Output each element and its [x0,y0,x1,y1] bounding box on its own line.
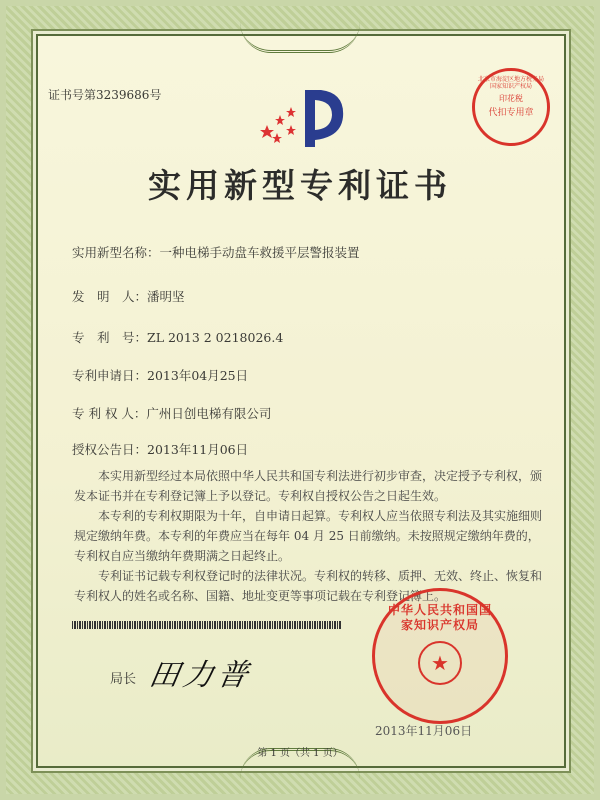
field-label: 发 明 人： [72,289,148,304]
field-label: 授权公告日： [72,442,148,457]
certificate-body [74,466,546,606]
seal-date: 2013年11月06日 [375,724,473,738]
office-seal [372,588,508,724]
paragraph-3: 专利证书记载专利权登记时的法律状况。专利权的转移、质押、无效、终止、恢复和专利权人的姓名或名称、国籍、地址变更等事项记载在专利登记簿上。 [74,569,543,603]
field-name [72,243,360,261]
field-inventor [72,287,185,305]
patent-office-logo [255,85,365,155]
top-ornament [240,22,360,53]
page-footer: 第 1 页（共 1 页） [257,748,343,759]
tax-stamp-line1: 印花税 [499,94,523,103]
certificate-number: 证书号第3239686号 [48,88,162,102]
field-patent-no [72,328,283,346]
field-patentee [72,404,271,422]
office-seal-ring-text: 中华人民共和国国家知识产权局 [387,603,492,632]
field-value: 广州日创电梯有限公司 [146,406,272,421]
field-grant-date [72,440,248,458]
field-label: 实用新型名称： [72,245,160,260]
director-signature: 田力普 [146,658,255,693]
national-emblem-icon: ★ [418,641,462,685]
field-label: 专利申请日： [72,368,148,383]
certificate-title: 实用新型专利证书 [148,166,452,205]
field-value: 潘明坚 [147,289,185,304]
tax-stamp-line2: 代扣专用章 [488,108,534,118]
tax-stamp [472,68,550,146]
director-label: 局长 [110,672,137,687]
field-value: 2013年11月06日 [147,442,249,457]
field-filing-date [72,366,248,384]
field-value: ZL 2013 2 0218026.4 [147,330,284,345]
paragraph-1: 本实用新型经过本局依照中华人民共和国专利法进行初步审查，决定授予专利权，颁发本证书并在专利登记簿上予以登记。专利权自授权公告之日起生效。 [74,469,543,503]
paragraph-2: 本专利的专利权期限为十年，自申请日起算。专利权人应当依照专利法及其实施细则规定缴纳年费。本专利的年费应当在每年 04 月 25 日前缴纳。未按照规定缴纳年费的，专利权自应当缴纳年费期满之日起终止。 [74,509,543,563]
barcode [72,621,342,629]
field-label: 专 利 号： [72,330,148,345]
field-value: 一种电梯手动盘车救援平层警报装置 [159,245,360,260]
field-value: 2013年04月25日 [147,368,249,383]
field-label: 专 利 权 人： [72,406,147,421]
tax-stamp-ring-text: 北京市海淀区地方税务局 国家知识产权局 [477,76,544,90]
